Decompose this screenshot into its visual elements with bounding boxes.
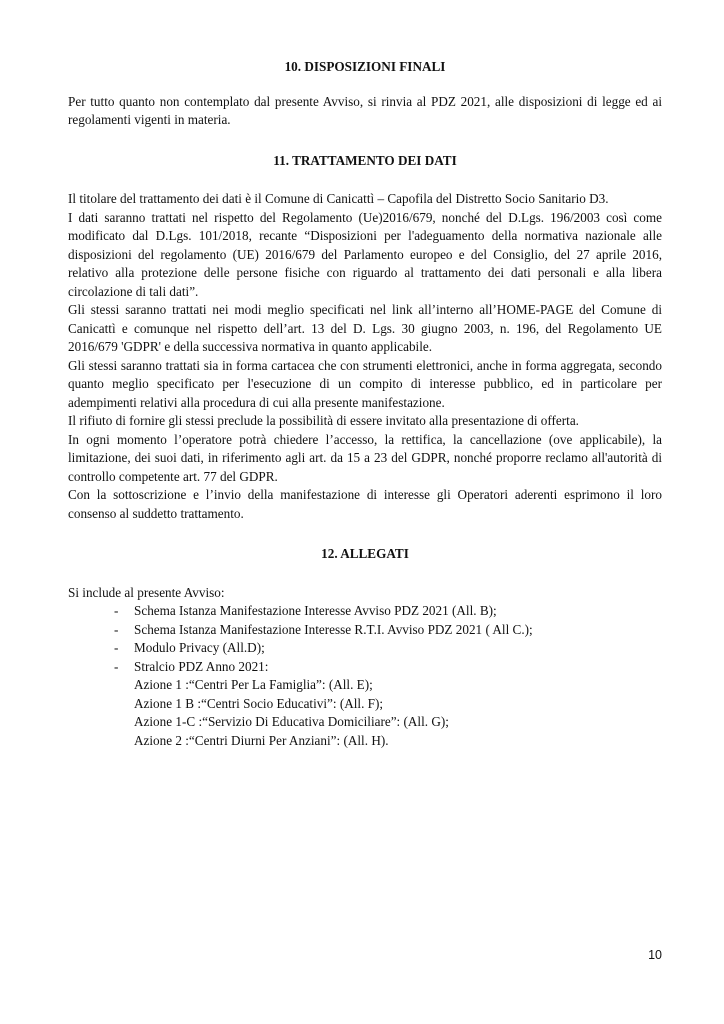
page-number: 10 [648, 948, 662, 962]
list-item-text: Schema Istanza Manifestazione Interesse R.T.I. Avviso PDZ 2021 ( All C.); [134, 621, 533, 637]
dash-bullet: - [114, 621, 119, 637]
list-item [68, 639, 662, 658]
section-12-heading: 12. ALLEGATI [321, 546, 409, 561]
section-11-heading: 11. TRATTAMENTO DEI DATI [273, 152, 457, 168]
dash-bullet: - [114, 640, 119, 655]
sublist-item: Azione 1 :“Centri Per La Famiglia”: (All. E); [134, 677, 373, 692]
paragraph: Gli stessi saranno trattati sia in forma cartacea che con strumenti elettronici, anche in forma aggregata, secondo quanto meglio specificato per l'esecuzione di un compito di interesse pubblico, ed in particolare per adempimenti relativi alla procedura di cui alla presente manifestazione. [68, 357, 662, 410]
actions-sublist [68, 676, 662, 750]
section-10-text: Per tutto quanto non contemplato dal presente Avviso, si rinvia al PDZ 2021, alle disposizioni di legge ed ai regolamenti vigenti in materia. [68, 93, 662, 127]
sublist-item: Azione 2 :“Centri Diurni Per Anziani”: (All. H). [134, 732, 389, 748]
paragraph: Il rifiuto di fornire gli stessi preclude la possibilità di essere invitato alla presentazione di offerta. [68, 413, 579, 428]
dash-bullet: - [114, 658, 119, 674]
sublist-item: Azione 1 B :“Centri Socio Educativi”: (All. F); [134, 695, 384, 711]
list-item-text: Modulo Privacy (All.D); [134, 640, 265, 655]
paragraph: Gli stessi saranno trattati nei modi meglio specificati nel link all’interno all’HOME-PAGE del Comune di Canicattì e comunque nel rispetto dell’art. 13 del D. Lgs. 30 giugno 2003, n. 196, del Regolamento UE 2016/679 'GDPR' e della successiva normativa in quanto applicabile. [68, 302, 662, 354]
section-11-body [68, 190, 662, 523]
page-content [68, 58, 662, 750]
section-12-body [68, 584, 662, 751]
dash-bullet: - [114, 603, 119, 618]
list-item [68, 602, 662, 621]
list-item [68, 658, 662, 677]
list-item-text: Stralcio PDZ Anno 2021: [134, 658, 269, 674]
paragraph: Il titolare del trattamento dei dati è il Comune di Canicattì – Capofila del Distretto Socio Sanitario D3. [68, 191, 609, 206]
list-item [68, 621, 662, 640]
attachments-intro: Si include al presente Avviso: [68, 584, 225, 600]
sublist-item: Azione 1-C :“Servizio Di Educativa Domiciliare”: (All. G); [134, 714, 449, 729]
paragraph: I dati saranno trattati nel rispetto del Regolamento (Ue)2016/679, nonché del D.Lgs. 196/2003 così come modificato dal D.Lgs. 101/2018, recante “Disposizioni per l'adeguamento della normativa nazionale alle disposizioni del regolamento (UE) 2016/679 del Parlamento europeo e del Consiglio, del 27 aprile 2016, relativo alla protezione delle persone fisiche con riguardo al trattamento dei dati personali e alla libera circolazione di tali dati”. [68, 209, 662, 299]
paragraph: In ogni momento l’operatore potrà chiedere l’accesso, la rettifica, la cancellazione (ove applicabile), la limitazione, dei suoi dati, in riferimento agli art. da 15 a 23 del GDPR, nonché proporre reclamo all'autorità di controllo competente art. 77 del GDPR. [68, 431, 662, 484]
paragraph: Con la sottoscrizione e l’invio della manifestazione di interesse gli Operatori aderenti esprimono il loro consenso al suddetto trattamento. [68, 487, 662, 521]
section-10-heading: 10. DISPOSIZIONI FINALI [284, 59, 446, 74]
list-item-text: Schema Istanza Manifestazione Interesse Avviso PDZ 2021 (All. B); [134, 603, 497, 618]
attachments-list [68, 602, 662, 676]
